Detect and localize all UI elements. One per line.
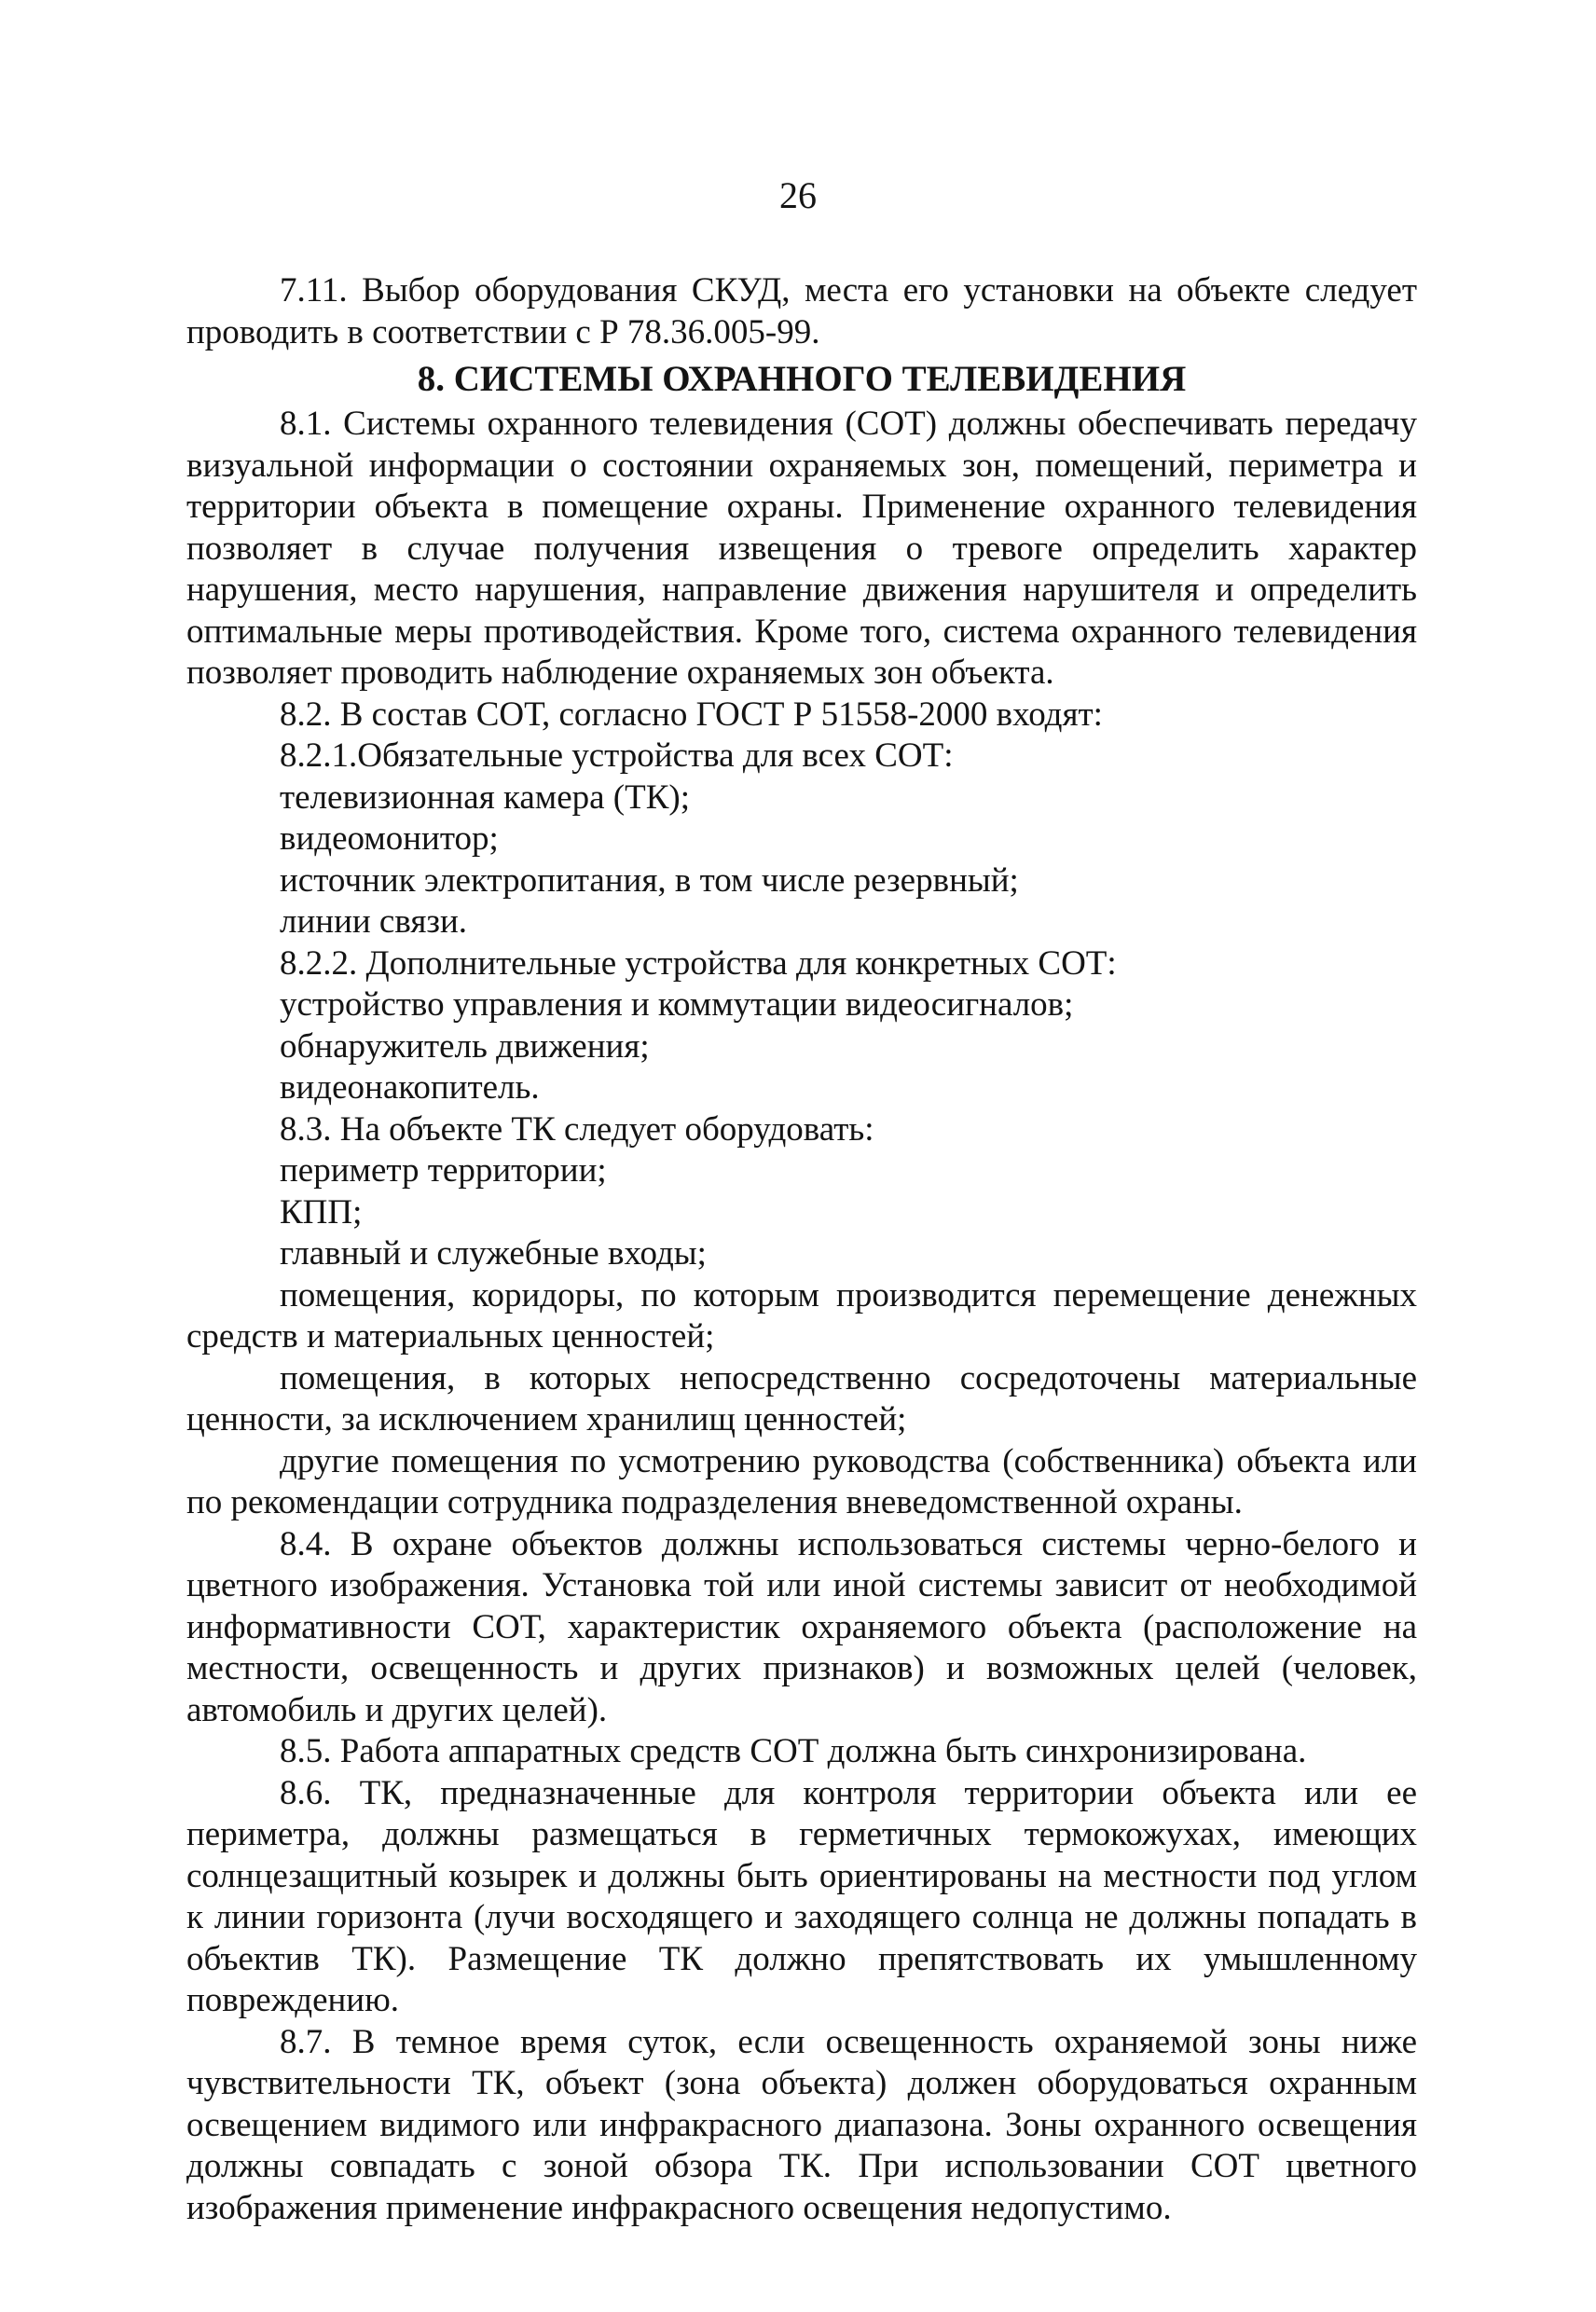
page-number: 26 (779, 174, 817, 216)
paragraph-8-5: 8.5. Работа аппаратных средств СОТ должна быть синхронизирована. (280, 1732, 1307, 1770)
paragraph-8-2: 8.2. В состав СОТ, согласно ГОСТ Р 51558-2000 входят: (280, 695, 1103, 734)
paragraph-8-2-1: 8.2.1.Обязательные устройства для всех СОТ: (280, 736, 954, 775)
list-item: телевизионная камера (ТК); (280, 778, 691, 817)
list-item: помещения, в которых непосредственно сосредоточены материальные ценности, за исключением хранилищ ценностей; (186, 1358, 1417, 1438)
list-item: устройство управления и коммутации видеосигналов; (280, 985, 1074, 1024)
list-item: периметр территории; (280, 1151, 607, 1190)
list-item: КПП; (280, 1192, 363, 1232)
list-item: другие помещения по усмотрению руководства (собственника) объекта или по рекомендации сотрудника подразделения вневедомственной охраны. (186, 1441, 1417, 1521)
paragraph-8-2-2: 8.2.2. Дополнительные устройства для конкретных СОТ: (280, 943, 1117, 983)
list-item: главный и служебные входы; (280, 1234, 707, 1273)
list-item: источник электропитания, в том числе резервный; (280, 860, 1019, 900)
paragraph-7-11: 7.11. Выбор оборудования СКУД, места его установки на объекте следует проводить в соответствии с Р 78.36.005-99. (186, 271, 1417, 351)
paragraph-8-6: 8.6. ТК, предназначенные для контроля территории объекта или ее периметра, должны размещаться в герметичных термокожухах, имеющих солнцезащитный козырек и должны быть ориентированы на местности под углом к линии горизонта (лучи восходящего и заходящего солнца не должны попадать в объектив ТК). Размещение ТК должно препятствовать их умышленному повреждению. (186, 1773, 1417, 2019)
list-item: помещения, коридоры, по которым производится перемещение денежных средств и материальных ценностей; (186, 1275, 1417, 1356)
list-item: линии связи. (280, 902, 468, 941)
list-item: видеомонитор; (280, 819, 499, 858)
paragraph-8-3: 8.3. На объекте ТК следует оборудовать: (280, 1109, 874, 1149)
document-body (186, 270, 1417, 2229)
list-item: обнаружитель движения; (280, 1026, 650, 1066)
paragraph-8-7: 8.7. В темное время суток, если освещенность охраняемой зоны ниже чувствительности ТК, объект (зона объекта) должен оборудоваться охранным освещением видимого или инфракрасного диапазона. Зоны охранного освещения должны совпадать с зоной обзора ТК. При использовании СОТ цветного изображения применение инфракрасного освещения недопустимо. (186, 2022, 1417, 2227)
paragraph-8-4: 8.4. В охране объектов должны использоваться системы черно-белого и цветного изображения. Установка той или иной системы зависит от необходимой информативности СОТ, характеристик охраняемого объекта (расположение на местности, освещенность и других признаков) и возможных целей (человек, автомобиль и других целей). (186, 1524, 1417, 1729)
list-item: видеонакопитель. (280, 1068, 540, 1107)
section-heading: 8. СИСТЕМЫ ОХРАННОГО ТЕЛЕВИДЕНИЯ (417, 359, 1187, 399)
paragraph-8-1: 8.1. Системы охранного телевидения (СОТ) должны обеспечивать передачу визуальной информации о состоянии охраняемых зон, помещений, периметра и территории объекта в помещение охраны. Применение охранного телевидения позволяет в случае получения извещения о тревоге определить характер нарушения, место нарушения, направление движения нарушителя и определить оптимальные меры противодействия. Кроме того, система охранного телевидения позволяет проводить наблюдение охраняемых зон объекта. (186, 405, 1417, 692)
